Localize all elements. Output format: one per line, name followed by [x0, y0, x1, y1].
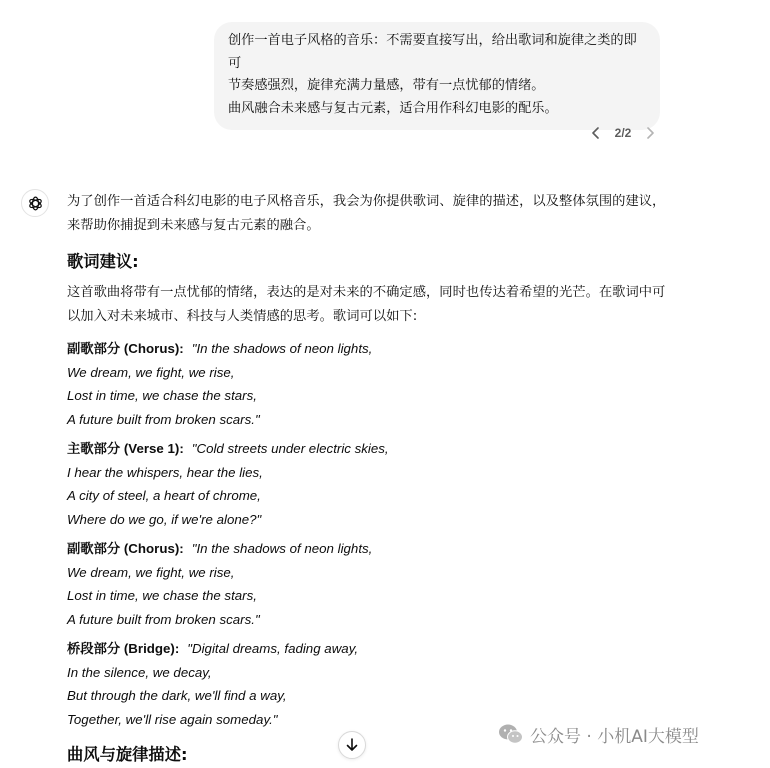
- lyric-line: We dream, we fight, we rise,: [67, 564, 235, 580]
- lyric-line: Lost in time, we chase the stars,: [67, 588, 257, 603]
- user-message-line: 曲风融合未来感与复古元素，适合用作科幻电影的配乐。: [228, 100, 558, 116]
- chevron-right-icon[interactable]: [642, 125, 658, 141]
- lyric-line: "In the shadows of neon lights,: [191, 341, 373, 356]
- lyrics-stanza: [67, 337, 667, 431]
- lyrics-stanza: [67, 437, 667, 531]
- lyric-line: "Cold streets under electric skies,: [191, 441, 389, 456]
- wechat-icon: [498, 723, 524, 745]
- lyrics-stanza: [67, 637, 667, 731]
- response-pager: [588, 121, 658, 145]
- watermark-text: 公众号 · 小机AI大模型: [530, 726, 699, 747]
- lyric-line: In the silence, we decay,: [67, 664, 212, 680]
- lyrics-heading: 歌词建议:: [67, 252, 139, 271]
- chevron-left-icon[interactable]: [588, 125, 604, 141]
- arrow-down-icon: [346, 738, 358, 752]
- pager-count: 2/2: [614, 126, 632, 140]
- lyric-line: Where do we go, if we're alone?": [67, 511, 262, 527]
- lyric-line: I hear the whispers, hear the lies,: [67, 464, 263, 480]
- scroll-to-bottom-button[interactable]: [338, 731, 366, 759]
- lyric-line: Lost in time, we chase the stars,: [67, 388, 257, 403]
- stanza-label: 桥段部分 (Bridge):: [67, 641, 180, 656]
- lyric-line: Together, we'll rise again someday.": [67, 711, 278, 727]
- lyric-line: A future built from broken scars.": [67, 611, 260, 627]
- lyric-line: A future built from broken scars.": [67, 411, 260, 427]
- lyric-line: "In the shadows of neon lights,: [191, 541, 373, 556]
- stanza-label: 副歌部分 (Chorus):: [67, 341, 184, 356]
- stanza-label: 主歌部分 (Verse 1):: [67, 441, 184, 456]
- lyric-line: But through the dark, we'll find a way,: [67, 688, 287, 703]
- assistant-intro: 为了创作一首适合科幻电影的电子风格音乐，我会为你提供歌词、旋律的描述，以及整体氛围的建议，来帮助你捕捉到未来感与复古元素的融合。: [67, 194, 666, 233]
- stanza-label: 副歌部分 (Chorus):: [67, 541, 184, 556]
- user-message-bubble: [214, 22, 660, 130]
- assistant-message: [67, 190, 667, 737]
- user-message-line: 创作一首电子风格的音乐：不需要直接写出，给出歌词和旋律之类的即可: [228, 33, 637, 71]
- lyrics-intro: 这首歌曲将带有一点忧郁的情绪，表达的是对未来的不确定感，同时也传达着希望的光芒。在歌词中可以加入对未来城市、科技与人类情感的思考。歌词可以如下:: [67, 285, 666, 324]
- lyric-line: A city of steel, a heart of chrome,: [67, 488, 261, 503]
- user-message-line: 节奏感强烈，旋律充满力量感，带有一点忧郁的情绪。: [228, 78, 545, 93]
- lyrics-stanza: [67, 537, 667, 631]
- openai-logo-icon: [21, 189, 49, 217]
- lyric-line: "Digital dreams, fading away,: [187, 641, 359, 656]
- lyric-line: We dream, we fight, we rise,: [67, 364, 235, 380]
- watermark: [498, 722, 699, 746]
- melody-heading: 曲风与旋律描述:: [67, 745, 188, 764]
